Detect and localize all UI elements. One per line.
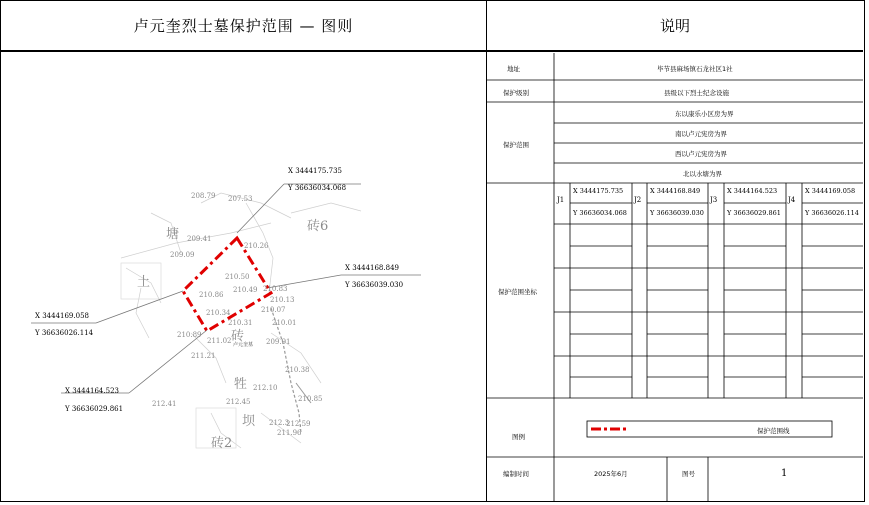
map-title: 卢元奎烈士墓保护范围 — 图则 xyxy=(1,1,486,52)
sheet-value: 1 xyxy=(781,468,788,479)
range-south: 南以卢元宪房为界 xyxy=(675,130,727,138)
range-north: 北以水塘为界 xyxy=(683,170,722,178)
elevation-label: 210.26 xyxy=(244,242,269,250)
elevation-label: 211.21 xyxy=(191,352,216,360)
level-label: 保护级别 xyxy=(503,89,529,97)
elevation-label: 210.49 xyxy=(233,286,258,294)
elevation-label: 211.96 xyxy=(277,429,302,437)
elevation-label: 210.01 xyxy=(272,319,297,327)
elevation-label: 210.13 xyxy=(270,296,295,304)
elevation-label: 210.86 xyxy=(199,291,224,299)
elevation-label: 209.09 xyxy=(170,251,195,259)
sheet-label: 图号 xyxy=(682,470,695,478)
elevation-label: 210.83 xyxy=(263,285,288,293)
range-label: 保护范围 xyxy=(503,141,529,149)
date-value: 2025年6月 xyxy=(594,470,628,478)
description-table xyxy=(487,53,863,502)
point-id: J3 xyxy=(710,196,718,204)
callout-x: X 3444175.735 xyxy=(288,167,342,175)
callout-x: X 3444168.849 xyxy=(345,264,399,272)
range-west: 西以卢元宪房为界 xyxy=(675,150,727,158)
callout-y: Y 36636034.068 xyxy=(288,184,347,192)
point-y: Y 36636039.030 xyxy=(650,209,704,217)
livestock-label: 牲 xyxy=(234,377,248,392)
date-label: 编制时间 xyxy=(503,470,529,478)
point-x: X 3444168.849 xyxy=(650,187,701,195)
point-id: J1 xyxy=(557,196,565,204)
point-y: Y 36636034.068 xyxy=(573,209,627,217)
dam-label: 坝 xyxy=(242,414,256,429)
brick-label: 砖 xyxy=(231,329,245,344)
elevation-label: 212.45 xyxy=(226,398,251,406)
elevation-label: 211.02 xyxy=(207,337,232,345)
callout-y: Y 36636029.861 xyxy=(65,405,124,413)
level-value: 县级以下烈士纪念设施 xyxy=(664,89,729,97)
elevation-label: 207.53 xyxy=(228,195,253,203)
elevation-label: 212.10 xyxy=(253,384,278,392)
table-grid xyxy=(487,53,863,502)
point-x: X 3444175.735 xyxy=(573,187,624,195)
elevation-label: 210.07 xyxy=(261,306,286,314)
tomb-label: 卢元奎墓 xyxy=(233,342,254,348)
elevation-label: 212.3 xyxy=(269,419,290,427)
elevation-label: 210.38 xyxy=(285,366,310,374)
pond-label: 塘 xyxy=(166,227,180,242)
point-y: Y 36636029.861 xyxy=(727,209,781,217)
soil-label: 土 xyxy=(137,275,151,290)
point-id: J4 xyxy=(788,196,796,204)
protection-boundary xyxy=(183,238,271,331)
elevation-label: 208.79 xyxy=(191,192,216,200)
callout-x: X 3444169.058 xyxy=(35,312,89,320)
point-x: X 3444164.523 xyxy=(727,187,778,195)
callout-x: X 3444164.523 xyxy=(65,387,119,395)
callout-y: Y 36636039.030 xyxy=(345,281,404,289)
point-id: J2 xyxy=(634,196,642,204)
elevation-label: 210.34 xyxy=(206,309,231,317)
elevation-label: 210.31 xyxy=(228,319,253,327)
brick2-label: 砖2 xyxy=(211,436,233,451)
elevation-label: 210.89 xyxy=(177,331,202,339)
elevation-label: 212.41 xyxy=(152,400,177,408)
elevation-label: 209.91 xyxy=(266,338,291,346)
elevation-label: 210.85 xyxy=(298,395,323,403)
point-y: Y 36636026.114 xyxy=(805,209,859,217)
site-map xyxy=(1,53,486,501)
brick6-label: 砖6 xyxy=(307,219,329,234)
address-value: 毕节县麻场镇石龙社区1社 xyxy=(657,65,733,73)
legend-title: 说明 xyxy=(487,1,863,52)
legend-text: 保护范围线 xyxy=(757,427,790,435)
point-x: X 3444169.058 xyxy=(805,187,856,195)
address-label: 地址 xyxy=(507,65,520,73)
callout-y: Y 36636026.114 xyxy=(35,329,94,337)
legend-label: 图例 xyxy=(512,433,525,441)
elevation-label: 212.59 xyxy=(286,420,311,428)
coords-label: 保护范围坐标 xyxy=(498,288,537,296)
range-east: 东以康乐小区房为界 xyxy=(675,110,734,118)
elevation-label: 210.50 xyxy=(225,273,250,281)
elevation-label: 209.41 xyxy=(187,235,212,243)
